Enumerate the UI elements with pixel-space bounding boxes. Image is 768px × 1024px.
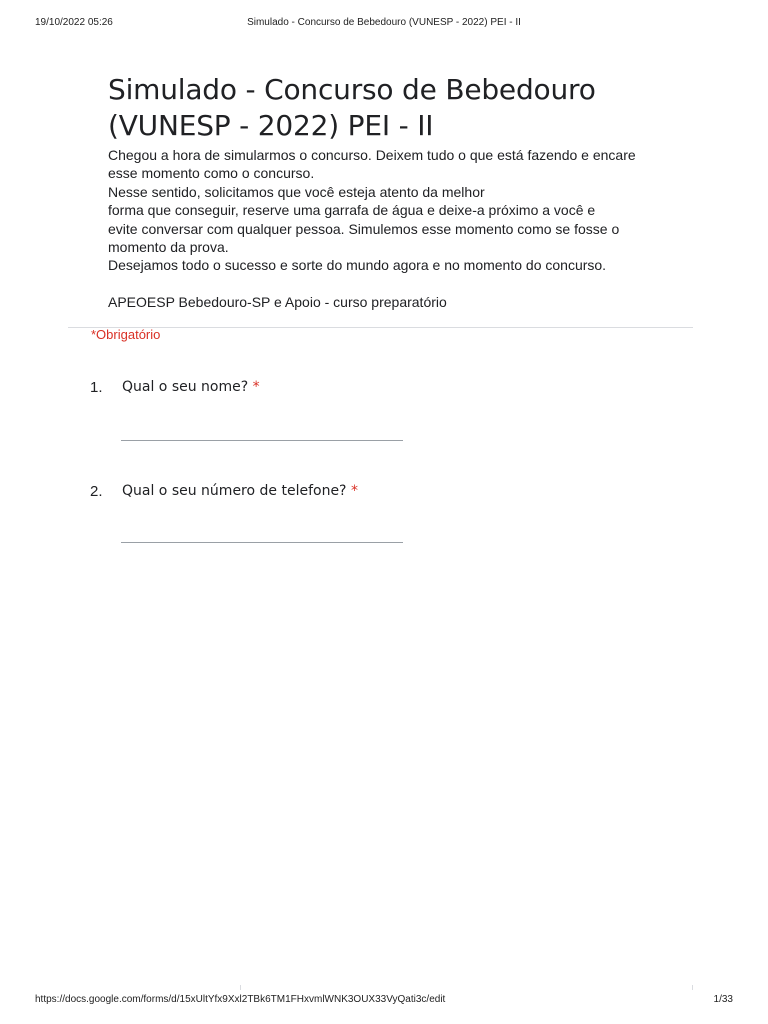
description-line: Nesse sentido, solicitamos que você esteja atento da melhor (108, 183, 485, 200)
header-divider (68, 327, 693, 328)
print-header (0, 17, 768, 31)
form-title-line-1: Simulado - Concurso de Bebedouro (108, 73, 596, 106)
phone-input[interactable] (121, 522, 403, 543)
form-description (108, 146, 668, 311)
question-number: 2. (90, 483, 103, 500)
question-text: Qual o seu nome? (122, 379, 249, 395)
question-label (122, 379, 260, 395)
description-line: evite conversar com qualquer pessoa. Simulemos esse momento como se fosse o (108, 220, 620, 237)
print-date: 19/10/2022 05:26 (35, 17, 113, 28)
page-number: 1/33 (713, 994, 733, 1005)
description-line: momento da prova. (108, 239, 229, 256)
question-number: 1. (90, 379, 103, 396)
question-name (90, 379, 510, 443)
page-mark (692, 985, 693, 990)
form-title (108, 72, 668, 144)
print-title: Simulado - Concurso de Bebedouro (VUNESP - 2022) PEI - II (247, 17, 521, 28)
page-mark (240, 985, 241, 990)
form-header (108, 72, 668, 311)
description-line: Desejamos todo o sucesso e sorte do mundo agora e no momento do concurso. (108, 257, 607, 274)
question-phone (90, 483, 510, 547)
description-spacer (108, 275, 668, 293)
required-note: *Obrigatório (91, 327, 161, 342)
required-asterisk: * (350, 483, 358, 499)
description-line: Chegou a hora de simularmos o concurso. Deixem tudo o que está fazendo e encare (108, 147, 636, 163)
print-footer (0, 994, 768, 1008)
required-asterisk: * (252, 379, 260, 395)
description-line: esse momento como o concurso. (108, 165, 315, 182)
description-line: forma que conseguir, reserve uma garrafa de água e deixe-a próximo a você e (108, 202, 596, 219)
form-title-line-2: (VUNESP - 2022) PEI - II (108, 109, 434, 142)
name-input[interactable] (121, 420, 403, 441)
question-text: Qual o seu número de telefone? (122, 483, 347, 499)
print-url: https://docs.google.com/forms/d/15xUltYfx9Xxl2TBk6TM1FHxvmlWNK3OUX33VyQati3c/edit (35, 994, 446, 1005)
form-signature: APEOESP Bebedouro-SP e Apoio - curso preparatório (108, 293, 447, 310)
question-label (122, 483, 358, 499)
